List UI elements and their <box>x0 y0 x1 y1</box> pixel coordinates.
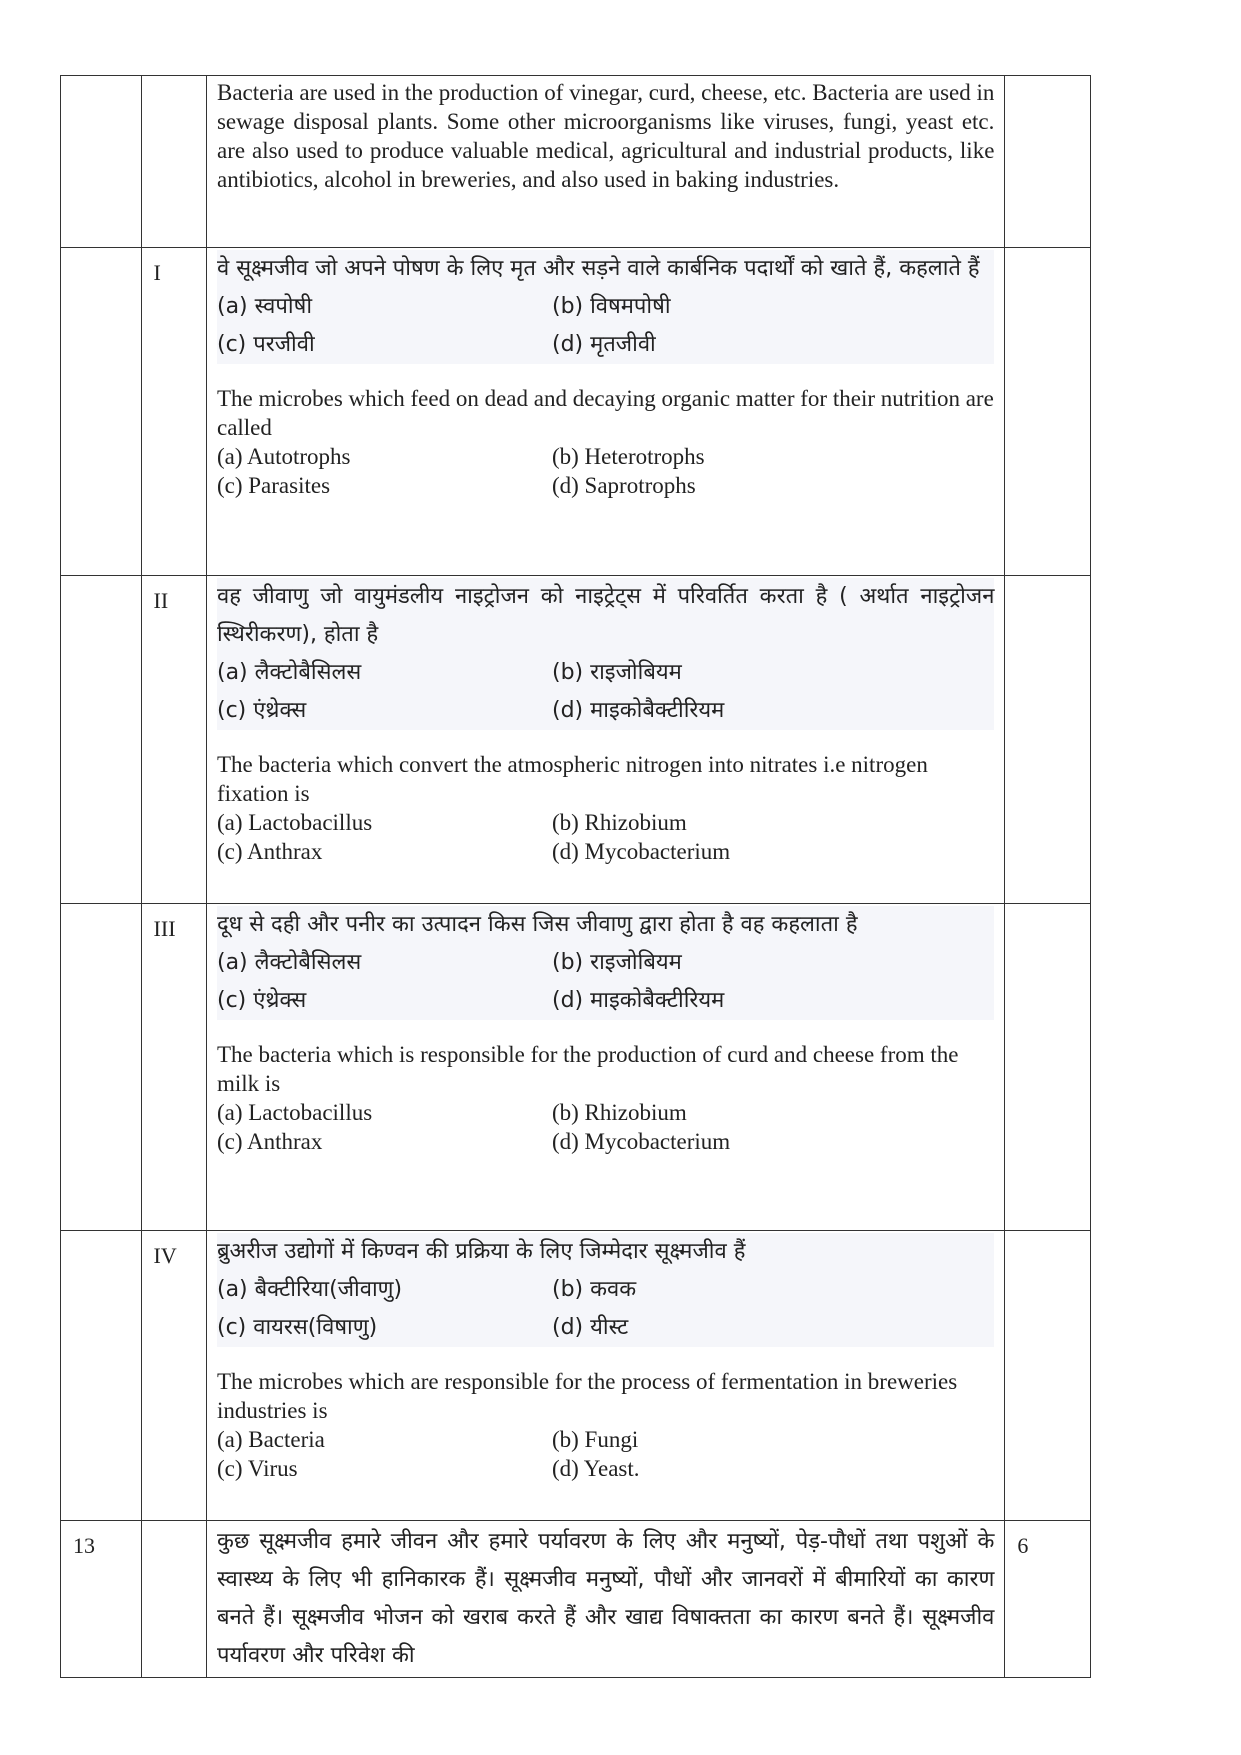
option-c: (c) वायरस(विषाणु) <box>216 1315 378 1340</box>
hindi-options <box>217 944 994 1020</box>
option-d: (d) Mycobacterium <box>551 1129 731 1154</box>
option-c: (c) एंथ्रेक्स <box>216 698 307 723</box>
option-b: (b) Rhizobium <box>551 810 687 835</box>
intro-cell <box>206 76 1004 248</box>
option-a: (a) लैक्टोबैसिलस <box>216 950 362 975</box>
question-row-1 <box>61 248 1091 576</box>
option-d: (d) माइकोबैक्टीरियम <box>551 988 725 1013</box>
option-d: (d) Yeast. <box>551 1456 640 1481</box>
hindi-question: कुछ सूक्ष्मजीव हमारे जीवन और हमारे पर्यावरण के लिए और मनुष्यों, पेड़-पौधों तथा पशुओं के स्वास्थ्य के लिए भी हानिकारक हैं। सूक्ष्मजीव मनुष्यों, पौधों और जानवरों में बीमारियों का कारण बनते हैं। सूक्ष्मजीव भोजन को खराब करते हैं और खाद्य विषाक्तता का कारण बनते हैं। सूक्ष्मजीव पर्यावरण और परिवेश की <box>217 1523 994 1675</box>
option-b: (b) कवक <box>551 1277 637 1302</box>
english-block <box>217 1040 994 1156</box>
question-row-3 <box>61 904 1091 1231</box>
english-question: The bacteria which convert the atmospheric nitrogen into nitrates i.e nitrogen fixation is <box>216 752 928 806</box>
option-d: (d) मृतजीवी <box>551 332 656 357</box>
english-options <box>217 1098 994 1156</box>
question-number: III <box>141 904 206 1231</box>
option-d: (d) Mycobacterium <box>551 839 731 864</box>
english-options <box>217 442 994 500</box>
hindi-question: वह जीवाणु जो वायुमंडलीय नाइट्रोजन को नाइट्रेट्स में परिवर्तित करता है ( अर्थात नाइट्रोजन स्थिरीकरण), होता है <box>216 584 995 647</box>
option-c: (c) एंथ्रेक्स <box>216 988 307 1013</box>
english-block <box>217 750 994 866</box>
option-d: (d) यीस्ट <box>551 1315 629 1340</box>
question-table <box>60 75 1091 1678</box>
question-content <box>206 248 1004 576</box>
question-row-4 <box>61 1231 1091 1521</box>
question-row-2 <box>61 576 1091 904</box>
hindi-options <box>217 288 994 364</box>
question-content <box>206 1231 1004 1521</box>
option-b: (b) Fungi <box>551 1427 639 1452</box>
option-a: (a) बैक्टीरिया(जीवाणु) <box>216 1277 403 1302</box>
question-content <box>206 1521 1004 1678</box>
hindi-block <box>217 250 994 364</box>
option-c: (c) Parasites <box>216 473 331 498</box>
english-question: The bacteria which is responsible for the production of curd and cheese from the milk is <box>216 1042 959 1096</box>
hindi-question: दूध से दही और पनीर का उत्पादन किस जिस जीवाणु द्वारा होता है वह कहलाता है <box>216 912 858 937</box>
english-options <box>217 1425 994 1483</box>
english-options <box>217 808 994 866</box>
hindi-options <box>217 654 994 730</box>
option-c: (c) Virus <box>216 1456 298 1481</box>
marks-cell <box>1005 76 1091 248</box>
sub-cell <box>141 76 206 248</box>
option-a: (a) Bacteria <box>216 1427 325 1452</box>
hindi-question: वे सूक्ष्मजीव जो अपने पोषण के लिए मृत और सड़ने वाले कार्बनिक पदार्थों को खाते हैं, कहलाते हैं <box>216 256 980 281</box>
option-b: (b) राइजोबियम <box>551 950 682 975</box>
question-number: 13 <box>61 1521 142 1678</box>
option-c: (c) परजीवी <box>216 332 315 357</box>
option-a: (a) Autotrophs <box>216 444 351 469</box>
option-b: (b) राइजोबियम <box>551 660 682 685</box>
english-block <box>217 384 994 500</box>
option-d: (d) Saprotrophs <box>551 473 696 498</box>
question-content <box>206 576 1004 904</box>
intro-text: Bacteria are used in the production of vinegar, curd, cheese, etc. Bacteria are used in sewage disposal plants. Some other microorganisms like viruses, fungi, yeast etc. are also used to produce valuable medical, agricultural and industrial products, like antibiotics, alcohol in breweries, and also used in baking industries. <box>216 80 995 192</box>
option-a: (a) Lactobacillus <box>216 810 373 835</box>
option-b: (b) Rhizobium <box>551 1100 687 1125</box>
option-b: (b) Heterotrophs <box>551 444 705 469</box>
option-d: (d) माइकोबैक्टीरियम <box>551 698 725 723</box>
hindi-question: ब्रुअरीज उद्योगों में किण्वन की प्रक्रिया के लिए जिम्मेदार सूक्ष्मजीव हैं <box>216 1239 746 1264</box>
option-c: (c) Anthrax <box>216 839 323 864</box>
hindi-block <box>217 1233 994 1347</box>
marks: 6 <box>1005 1521 1091 1678</box>
option-a: (a) Lactobacillus <box>216 1100 373 1125</box>
question-number: II <box>141 576 206 904</box>
option-a: (a) लैक्टोबैसिलस <box>216 660 362 685</box>
option-a: (a) स्वपोषी <box>216 294 313 319</box>
english-question: The microbes which feed on dead and decaying organic matter for their nutrition are called <box>216 386 994 440</box>
question-row-13 <box>61 1521 1091 1678</box>
hindi-block <box>217 906 994 1020</box>
question-number: I <box>141 248 206 576</box>
qno-cell <box>61 76 142 248</box>
english-question: The microbes which are responsible for the process of fermentation in breweries industries is <box>216 1369 958 1423</box>
question-number: IV <box>141 1231 206 1521</box>
option-c: (c) Anthrax <box>216 1129 323 1154</box>
intro-row <box>61 76 1091 248</box>
hindi-options <box>217 1271 994 1347</box>
hindi-block <box>217 578 994 730</box>
option-b: (b) विषमपोषी <box>551 294 671 319</box>
question-content <box>206 904 1004 1231</box>
english-block <box>217 1367 994 1483</box>
